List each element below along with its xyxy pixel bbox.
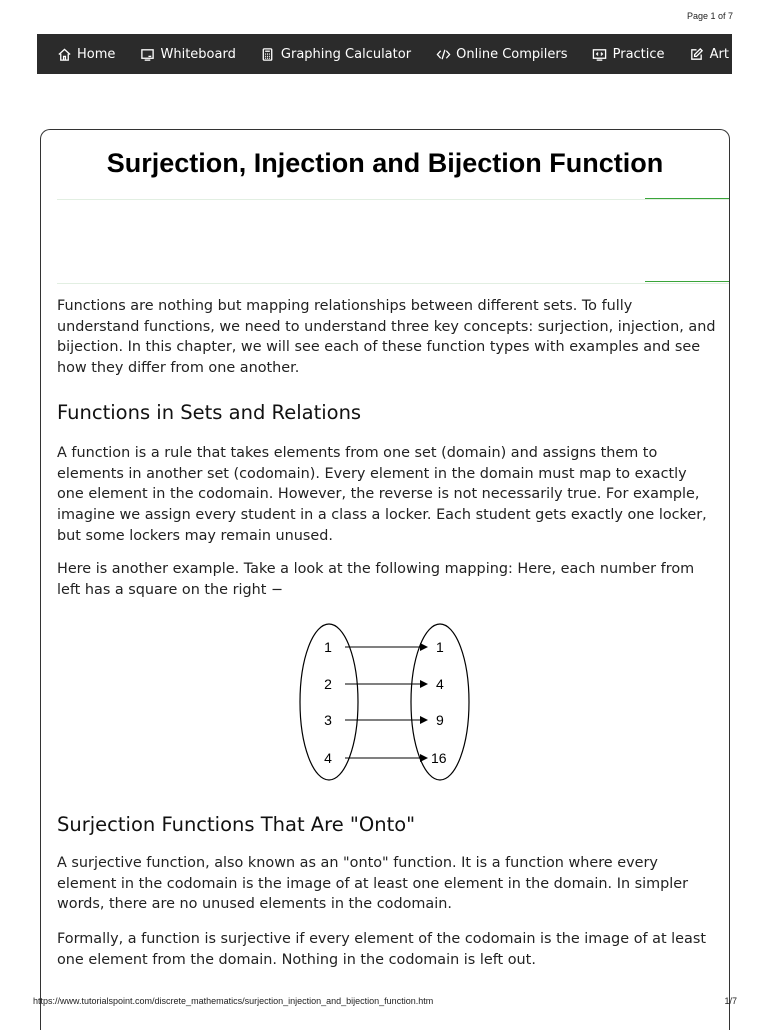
codomain-value: 1 xyxy=(436,639,444,655)
codomain-value: 16 xyxy=(431,750,447,766)
codomain-value: 4 xyxy=(436,676,444,692)
nav-graphing-calculator-label: Graphing Calculator xyxy=(280,46,412,62)
whiteboard-icon xyxy=(139,46,155,62)
domain-value: 1 xyxy=(324,639,332,655)
domain-value: 4 xyxy=(324,750,332,766)
functions-paragraph-2: Here is another example. Take a look at the following mapping: Here, each number from left has a square on the right − xyxy=(57,561,695,598)
codomain-value: 9 xyxy=(436,712,444,728)
nav-whiteboard-label: Whiteboard xyxy=(160,46,236,62)
ad-accent-top xyxy=(645,198,729,199)
footer-url: https://www.tutorialspoint.com/discrete_mathematics/surjection_injection_and_bijection_function.htm xyxy=(33,996,434,1006)
nav-home[interactable] xyxy=(56,34,115,74)
nav-online-compilers[interactable] xyxy=(435,34,567,74)
top-navbar xyxy=(37,34,732,74)
nav-practice-label: Practice xyxy=(612,46,665,62)
home-icon xyxy=(56,46,72,62)
section-heading-surjection: Surjection Functions That Are "Onto" xyxy=(57,813,416,836)
nav-whiteboard[interactable] xyxy=(139,34,235,74)
nav-online-compilers-label: Online Compilers xyxy=(456,46,568,62)
nav-graphing-calculator[interactable] xyxy=(260,34,411,74)
nav-practice[interactable] xyxy=(592,34,665,74)
nav-home-label: Home xyxy=(77,46,116,62)
ad-accent-bottom xyxy=(645,281,729,282)
ad-placeholder xyxy=(57,199,729,284)
domain-value: 2 xyxy=(324,676,332,692)
intro-paragraph: Functions are nothing but mapping relationships between different sets. To fully understand functions, we need to understand three key concepts: surjection, injection, and bijection. In this chapter, we will see each of these function types with examples and see how they differ from one another. xyxy=(57,298,716,377)
surjection-paragraph-1: A surjective function, also known as an "onto" function. It is a function where every element in the codomain is the image of at least one element in the domain. In simpler words, there are no unused elements in the codomain. xyxy=(57,855,689,913)
section-heading-functions: Functions in Sets and Relations xyxy=(57,401,362,424)
nav-articles-label: Art xyxy=(709,46,729,62)
edit-icon xyxy=(689,46,705,62)
footer-page-number: 1/7 xyxy=(724,996,737,1006)
page-label: Page 1 of 7 xyxy=(686,11,733,21)
code-icon xyxy=(435,46,451,62)
calculator-icon xyxy=(260,46,276,62)
page-title: Surjection, Injection and Bijection Function xyxy=(106,148,664,178)
nav-articles[interactable] xyxy=(689,34,729,74)
mapping-diagram xyxy=(290,620,480,785)
surjection-paragraph-2: Formally, a function is surjective if every element of the codomain is the image of at least one element from the domain. Nothing in the codomain is left out. xyxy=(57,931,706,968)
practice-icon xyxy=(592,46,608,62)
domain-value: 3 xyxy=(324,712,332,728)
functions-paragraph-1: A function is a rule that takes elements from one set (domain) and assigns them to elements in another set (codomain). Every element in the domain must map to exactly one element in the codomain. However, the reverse is not necessarily true. For example, imagine we assign every student in a class a locker. Each student gets exactly one locker, but some lockers may remain unused. xyxy=(57,445,707,544)
